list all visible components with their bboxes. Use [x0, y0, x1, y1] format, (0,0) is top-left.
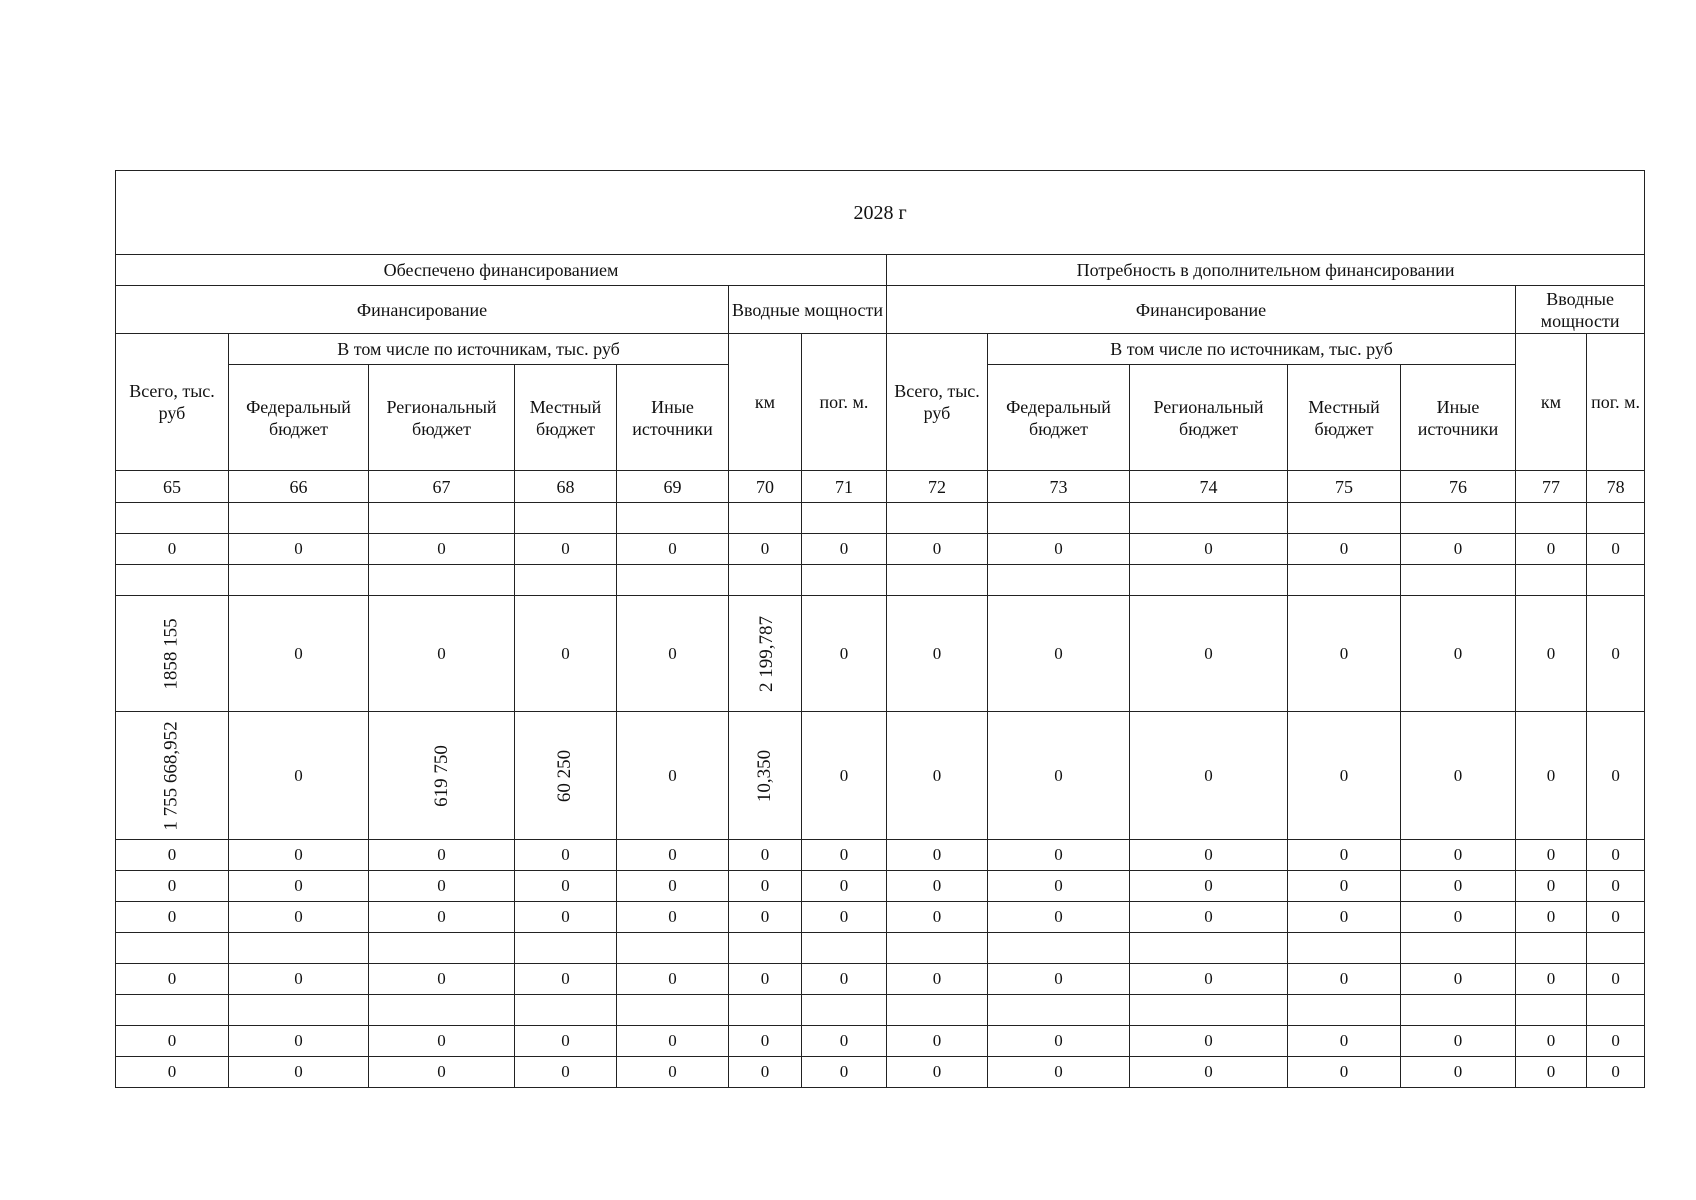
- table-cell: 0: [1516, 840, 1587, 871]
- table-cell: [617, 995, 729, 1026]
- table-cell: [229, 565, 369, 596]
- table-cell: [1587, 565, 1645, 596]
- table-cell: [1288, 933, 1401, 964]
- rotated-value: 1858 155: [161, 618, 182, 690]
- table-cell: 0: [1288, 712, 1401, 840]
- table-cell: [1288, 503, 1401, 534]
- table-cell: [515, 503, 617, 534]
- table-cell: [729, 995, 802, 1026]
- table-cell: 0: [1288, 840, 1401, 871]
- table-cell: 0: [515, 1026, 617, 1057]
- additional-km-header: км: [1516, 334, 1587, 471]
- table-cell: 0: [369, 902, 515, 933]
- table-cell: [802, 995, 887, 1026]
- table-cell: 0: [617, 1026, 729, 1057]
- table-cell: 0: [515, 596, 617, 712]
- table-cell: [1516, 503, 1587, 534]
- table-cell: 0: [1516, 1057, 1587, 1088]
- rotated-value: 619 750: [430, 745, 452, 807]
- table-cell: 0: [802, 596, 887, 712]
- table-cell: [515, 995, 617, 1026]
- table-cell: [1288, 995, 1401, 1026]
- secured-regional-header: Региональный бюджет: [369, 365, 515, 471]
- additional-financing-header: Потребность в дополнительном финансировании: [887, 255, 1645, 286]
- table-cell: [988, 565, 1130, 596]
- table-cell: 0: [515, 964, 617, 995]
- table-cell: 0: [1288, 902, 1401, 933]
- table-cell: [116, 712, 229, 840]
- table-cell: 0: [1401, 902, 1516, 933]
- secured-other-header: Иные источники: [617, 365, 729, 471]
- table-cell: [369, 712, 515, 840]
- table-cell: 0: [617, 596, 729, 712]
- table-cell: 0: [1516, 871, 1587, 902]
- table-cell: [1130, 565, 1288, 596]
- year-header: 2028 г: [116, 171, 1645, 255]
- table-row: [116, 1026, 1645, 1057]
- table-cell: 0: [887, 534, 988, 565]
- table-cell: 0: [229, 712, 369, 840]
- table-cell: 0: [802, 1026, 887, 1057]
- table-cell: 0: [515, 871, 617, 902]
- table-cell: [1516, 933, 1587, 964]
- table-cell: 0: [1288, 1057, 1401, 1088]
- table-cell: 0: [988, 840, 1130, 871]
- table-cell: 0: [1587, 534, 1645, 565]
- table-cell: 0: [369, 596, 515, 712]
- table-cell: [802, 565, 887, 596]
- table-cell: 0: [1130, 964, 1288, 995]
- rotated-value: 60 250: [554, 749, 576, 803]
- table-cell: 0: [617, 902, 729, 933]
- table-cell: 0: [1130, 712, 1288, 840]
- table-cell: 0: [1587, 1057, 1645, 1088]
- table-cell: 0: [1401, 840, 1516, 871]
- table-cell: 0: [1130, 871, 1288, 902]
- table-cell: [116, 565, 229, 596]
- table-cell: 0: [229, 534, 369, 565]
- table-cell: 0: [229, 902, 369, 933]
- table-cell: 0: [988, 534, 1130, 565]
- table-cell: 0: [1288, 534, 1401, 565]
- additional-local-header: Местный бюджет: [1288, 365, 1401, 471]
- column-number-cell: 69: [617, 471, 729, 503]
- table-cell: 0: [1130, 534, 1288, 565]
- table-cell: [369, 503, 515, 534]
- table-cell: 0: [1401, 1026, 1516, 1057]
- table-cell: 0: [1130, 1057, 1288, 1088]
- table-cell: 0: [229, 596, 369, 712]
- table-cell: 0: [1587, 712, 1645, 840]
- table-cell: 0: [1516, 596, 1587, 712]
- table-cell: 0: [617, 871, 729, 902]
- additional-pog-header: пог. м.: [1587, 334, 1645, 471]
- secured-km-header: км: [729, 334, 802, 471]
- table-cell: [617, 503, 729, 534]
- table-cell: [729, 503, 802, 534]
- table-cell: 0: [1288, 964, 1401, 995]
- secured-financing-subheader: Финансирование: [116, 286, 729, 334]
- table-cell: 0: [369, 534, 515, 565]
- table-cell: [887, 503, 988, 534]
- table-cell: 0: [988, 1057, 1130, 1088]
- table-cell: [1401, 565, 1516, 596]
- table-cell: [1401, 933, 1516, 964]
- table-cell: [988, 995, 1130, 1026]
- table-cell: 0: [1130, 840, 1288, 871]
- table-cell: 0: [802, 902, 887, 933]
- table-cell: [988, 503, 1130, 534]
- table-cell: 0: [887, 840, 988, 871]
- column-number-cell: 71: [802, 471, 887, 503]
- table-cell: 0: [617, 964, 729, 995]
- additional-regional-header: Региональный бюджет: [1130, 365, 1288, 471]
- table-cell: 0: [229, 964, 369, 995]
- table-cell: 0: [1516, 1026, 1587, 1057]
- table-cell: [369, 565, 515, 596]
- table-cell: 0: [515, 1057, 617, 1088]
- additional-federal-header: Федеральный бюджет: [988, 365, 1130, 471]
- table-cell: 0: [988, 1026, 1130, 1057]
- table-cell: [116, 503, 229, 534]
- rotated-value: 1 755 668,952: [161, 721, 182, 831]
- secured-total-header: Всего, тыс. руб: [116, 334, 229, 471]
- table-cell: 0: [1587, 596, 1645, 712]
- column-number-cell: 66: [229, 471, 369, 503]
- table-cell: 0: [887, 871, 988, 902]
- table-cell: 0: [802, 840, 887, 871]
- table-cell: 0: [1516, 534, 1587, 565]
- table-row: [116, 964, 1645, 995]
- table-cell: 0: [887, 1026, 988, 1057]
- table-cell: 0: [802, 1057, 887, 1088]
- column-number-cell: 78: [1587, 471, 1645, 503]
- secured-federal-header: Федеральный бюджет: [229, 365, 369, 471]
- table-cell: [887, 995, 988, 1026]
- table-cell: 0: [988, 964, 1130, 995]
- table-cell: [887, 933, 988, 964]
- column-number-cell: 76: [1401, 471, 1516, 503]
- secured-pog-header: пог. м.: [802, 334, 887, 471]
- table-cell: [1130, 995, 1288, 1026]
- table-row: [116, 871, 1645, 902]
- table-cell: 0: [515, 840, 617, 871]
- financing-table: [115, 170, 1645, 1088]
- table-cell: 0: [988, 871, 1130, 902]
- table-cell: [515, 712, 617, 840]
- table-cell: [229, 503, 369, 534]
- rotated-value: 2 199,787: [756, 616, 777, 692]
- table-row: [116, 1057, 1645, 1088]
- table-cell: [369, 933, 515, 964]
- column-number-cell: 75: [1288, 471, 1401, 503]
- table-cell: 0: [1516, 902, 1587, 933]
- column-number-cell: 65: [116, 471, 229, 503]
- table-cell: [802, 933, 887, 964]
- table-cell: [617, 565, 729, 596]
- table-cell: 0: [617, 840, 729, 871]
- table-cell: [729, 596, 802, 712]
- table-cell: 0: [729, 964, 802, 995]
- table-cell: 0: [617, 1057, 729, 1088]
- rotated-value: 10,350: [754, 749, 775, 803]
- column-number-cell: 67: [369, 471, 515, 503]
- table-cell: 0: [617, 534, 729, 565]
- table-cell: 0: [369, 1057, 515, 1088]
- table-cell: 0: [1401, 1057, 1516, 1088]
- table-row: [116, 933, 1645, 964]
- table-cell: 0: [887, 902, 988, 933]
- table-cell: 0: [802, 964, 887, 995]
- table-cell: 0: [988, 712, 1130, 840]
- secured-local-header: Местный бюджет: [515, 365, 617, 471]
- table-cell: [116, 596, 229, 712]
- table-cell: 0: [116, 902, 229, 933]
- table-cell: 0: [116, 534, 229, 565]
- table-cell: 0: [1516, 712, 1587, 840]
- column-number-row: [116, 471, 1645, 503]
- table-cell: 0: [1587, 871, 1645, 902]
- table-cell: 0: [1401, 964, 1516, 995]
- table-cell: 0: [116, 1057, 229, 1088]
- additional-other-header: Иные источники: [1401, 365, 1516, 471]
- column-number-cell: 70: [729, 471, 802, 503]
- table-cell: 0: [887, 712, 988, 840]
- table-cell: [1401, 995, 1516, 1026]
- additional-total-header: Всего, тыс. руб: [887, 334, 988, 471]
- table-cell: 0: [729, 1057, 802, 1088]
- table-row: [116, 840, 1645, 871]
- additional-capacity-subheader: Вводные мощности: [1516, 286, 1645, 334]
- table-cell: 0: [116, 964, 229, 995]
- table-cell: 0: [1401, 534, 1516, 565]
- table-cell: [369, 995, 515, 1026]
- table-cell: [729, 565, 802, 596]
- table-cell: [1587, 933, 1645, 964]
- table-cell: 0: [229, 1057, 369, 1088]
- table-cell: 0: [515, 534, 617, 565]
- table-row: [116, 534, 1645, 565]
- table-cell: 0: [369, 840, 515, 871]
- table-cell: 0: [1587, 1026, 1645, 1057]
- table-cell: [229, 933, 369, 964]
- table-cell: [802, 503, 887, 534]
- table-cell: 0: [887, 596, 988, 712]
- table-cell: [515, 933, 617, 964]
- table-row: [116, 902, 1645, 933]
- table-cell: 0: [116, 840, 229, 871]
- table-row: [116, 596, 1645, 712]
- additional-financing-subheader: Финансирование: [887, 286, 1516, 334]
- additional-sources-header: В том числе по источникам, тыс. руб: [988, 334, 1516, 365]
- table-cell: 0: [988, 596, 1130, 712]
- table-cell: [729, 712, 802, 840]
- table-cell: 0: [1401, 712, 1516, 840]
- table-cell: [229, 995, 369, 1026]
- table-cell: [1401, 503, 1516, 534]
- table-cell: 0: [1401, 871, 1516, 902]
- table-cell: 0: [802, 712, 887, 840]
- table-cell: 0: [1288, 596, 1401, 712]
- table-cell: [887, 565, 988, 596]
- table-cell: [617, 933, 729, 964]
- column-number-cell: 74: [1130, 471, 1288, 503]
- table-cell: 0: [1587, 964, 1645, 995]
- table-row: [116, 503, 1645, 534]
- table-cell: 0: [887, 1057, 988, 1088]
- table-cell: 0: [229, 871, 369, 902]
- column-number-cell: 72: [887, 471, 988, 503]
- table-cell: [1516, 565, 1587, 596]
- table-cell: 0: [802, 871, 887, 902]
- table-cell: [1130, 933, 1288, 964]
- secured-financing-header: Обеспечено финансированием: [116, 255, 887, 286]
- table-cell: 0: [1130, 1026, 1288, 1057]
- table-cell: 0: [229, 840, 369, 871]
- table-row: [116, 995, 1645, 1026]
- secured-sources-header: В том числе по источникам, тыс. руб: [229, 334, 729, 365]
- table-cell: 0: [369, 1026, 515, 1057]
- table-cell: [515, 565, 617, 596]
- table-cell: 0: [116, 1026, 229, 1057]
- table-row: [116, 565, 1645, 596]
- table-cell: [1587, 503, 1645, 534]
- table-cell: 0: [1401, 596, 1516, 712]
- table-cell: 0: [369, 871, 515, 902]
- table-cell: 0: [802, 534, 887, 565]
- table-cell: 0: [1587, 902, 1645, 933]
- table-cell: 0: [729, 902, 802, 933]
- table-cell: [1516, 995, 1587, 1026]
- table-cell: 0: [1516, 964, 1587, 995]
- table-cell: 0: [515, 902, 617, 933]
- table-cell: 0: [729, 1026, 802, 1057]
- table-cell: 0: [729, 840, 802, 871]
- table-cell: 0: [988, 902, 1130, 933]
- column-number-cell: 77: [1516, 471, 1587, 503]
- table-cell: [116, 933, 229, 964]
- table-cell: [116, 995, 229, 1026]
- table-cell: 0: [369, 964, 515, 995]
- table-row: [116, 712, 1645, 840]
- table-cell: 0: [617, 712, 729, 840]
- table-cell: 0: [1130, 596, 1288, 712]
- table-cell: [988, 933, 1130, 964]
- table-cell: 0: [116, 871, 229, 902]
- table-cell: 0: [1130, 902, 1288, 933]
- table-cell: 0: [729, 871, 802, 902]
- table-cell: 0: [1288, 1026, 1401, 1057]
- column-number-cell: 68: [515, 471, 617, 503]
- secured-capacity-subheader: Вводные мощности: [729, 286, 887, 334]
- table-cell: 0: [887, 964, 988, 995]
- column-number-cell: 73: [988, 471, 1130, 503]
- table-cell: [1130, 503, 1288, 534]
- table-cell: [729, 933, 802, 964]
- table-cell: 0: [729, 534, 802, 565]
- table-cell: 0: [1288, 871, 1401, 902]
- table-cell: 0: [229, 1026, 369, 1057]
- table-cell: [1288, 565, 1401, 596]
- table-cell: 0: [1587, 840, 1645, 871]
- table-cell: [1587, 995, 1645, 1026]
